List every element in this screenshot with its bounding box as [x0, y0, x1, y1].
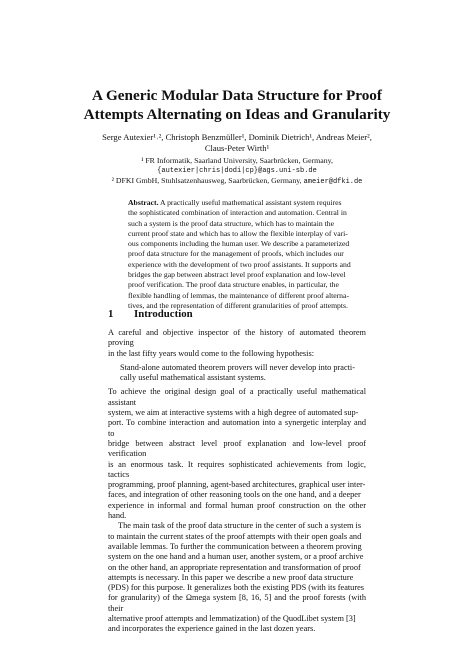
intro-paragraph-2 [108, 387, 366, 521]
text-line: port. To combine interaction and automation into a synergetic interplay and to [108, 418, 366, 438]
paper-title [60, 86, 414, 124]
affiliations [60, 156, 414, 187]
abstract-line: flexible handling of lemmas, the maintenance of different proof alterna- [128, 290, 350, 300]
abstract-line: proof verification. The proof data structure enables, in particular, the [128, 280, 339, 290]
text-line: on the other hand, an appropriate representation and transformation of proof [108, 562, 361, 572]
affiliation-1: ¹ FR Informatik, Saarland University, Saarbrücken, Germany, [141, 156, 333, 165]
abstract [128, 198, 384, 311]
abstract-line: A practically useful mathematical assistant system requires [160, 198, 342, 207]
title-line: Attempts Alternating on Ideas and Granularity [83, 106, 391, 123]
abstract-line: tives, and the representation of different granularities of proof attempts. [128, 300, 348, 310]
text-line: for granularity) of the Ωmega system [8, 16, 5] and the proof forests (with their [108, 593, 366, 613]
text-line: system on the one hand and a human user, another system, or a proof archive [108, 552, 364, 562]
abstract-line: the sophisticated combination of interaction and automation. Central in [128, 208, 347, 218]
hypothesis-quote [120, 363, 358, 384]
author-line: Serge Autexier¹˒², Christoph Benzmüller¹, Dominik Dietrich¹, Andreas Meier², [102, 132, 372, 142]
text-line: programming, proof planning, agent-based architectures, graphical user inter- [108, 480, 366, 490]
author-line: Claus-Peter Wirth¹ [204, 143, 270, 153]
abstract-line: such a system is the proof data structure, which has to maintain the [128, 218, 335, 228]
abstract-line: proof data structure for the management of proofs, which includes our [128, 249, 344, 259]
abstract-line: current proof state and which has to allow the flexible interplay of vari- [128, 228, 348, 238]
abstract-line: bridges the gap between abstract level proof explanation and low-level [128, 270, 346, 280]
text-line: available lemmas. To further the communication between a theorem proving [108, 541, 362, 551]
abstract-line: ous components including the human user. We describe a parameterized [128, 239, 350, 249]
text-line: to maintain the current states of the proof attempts with their open goals and [108, 531, 362, 541]
affiliation-2-text: ² DFKI GmbH, Stuhlsatzenhausweg, Saarbrücken, Germany, [111, 176, 302, 185]
text-line: To achieve the original design goal of a practically useful mathematical assistant [108, 387, 366, 407]
text-line: is an enormous task. It requires sophisticated achievements from logic, tactics [108, 459, 366, 479]
text-line: experience in informal and formal human proof construction on the other hand. [108, 500, 366, 521]
affiliation-1-email: {autexier|chris|dodi|cp}@ags.uni-sb.de [157, 167, 317, 175]
text-line: (PDS) for this purpose. It generalizes both the existing PDS (with its features [108, 583, 365, 593]
text-line: attempts is necessary. In this paper we describe a new proof data structure [108, 572, 354, 582]
text-line: and incorporates the experience gained in the last dozen years. [108, 624, 316, 634]
title-line: A Generic Modular Data Structure for Proof [92, 87, 382, 104]
author-list [60, 132, 414, 154]
text-line: in the last fifty years would come to the following hypothesis: [108, 348, 315, 358]
intro-paragraph-3 [108, 521, 366, 634]
abstract-line: experience with the development of two proof assistants. It supports and [128, 259, 351, 269]
text-line: bridge between abstract level proof explanation and low-level proof verification [108, 438, 366, 459]
text-line: faces, and integration of other reasoning tools on the one hand, and a deeper [108, 490, 361, 500]
text-line: alternative proof attempts and lemmatization) of the QuodLibet system [3] [108, 614, 356, 624]
section-title: Introduction [134, 308, 193, 320]
intro-body [108, 328, 366, 635]
affiliation-2-email: ameier@dfki.de [303, 178, 363, 186]
text-line: cally useful mathematical assistant systems. [120, 373, 266, 383]
text-line: Stand-alone automated theorem provers will never develop into practi- [120, 362, 355, 372]
text-line: The main task of the proof data structure in the center of such a system is [118, 521, 362, 531]
abstract-label: Abstract. [128, 198, 159, 207]
section-heading [108, 308, 368, 321]
text-line: system, we aim at interactive systems with a high degree of automated sup- [108, 408, 359, 418]
intro-paragraph-1 [108, 328, 366, 359]
affiliation-2 [60, 176, 414, 187]
section-number: 1 [108, 308, 114, 320]
text-line: A careful and objective inspector of the history of automated theorem proving [108, 328, 366, 348]
